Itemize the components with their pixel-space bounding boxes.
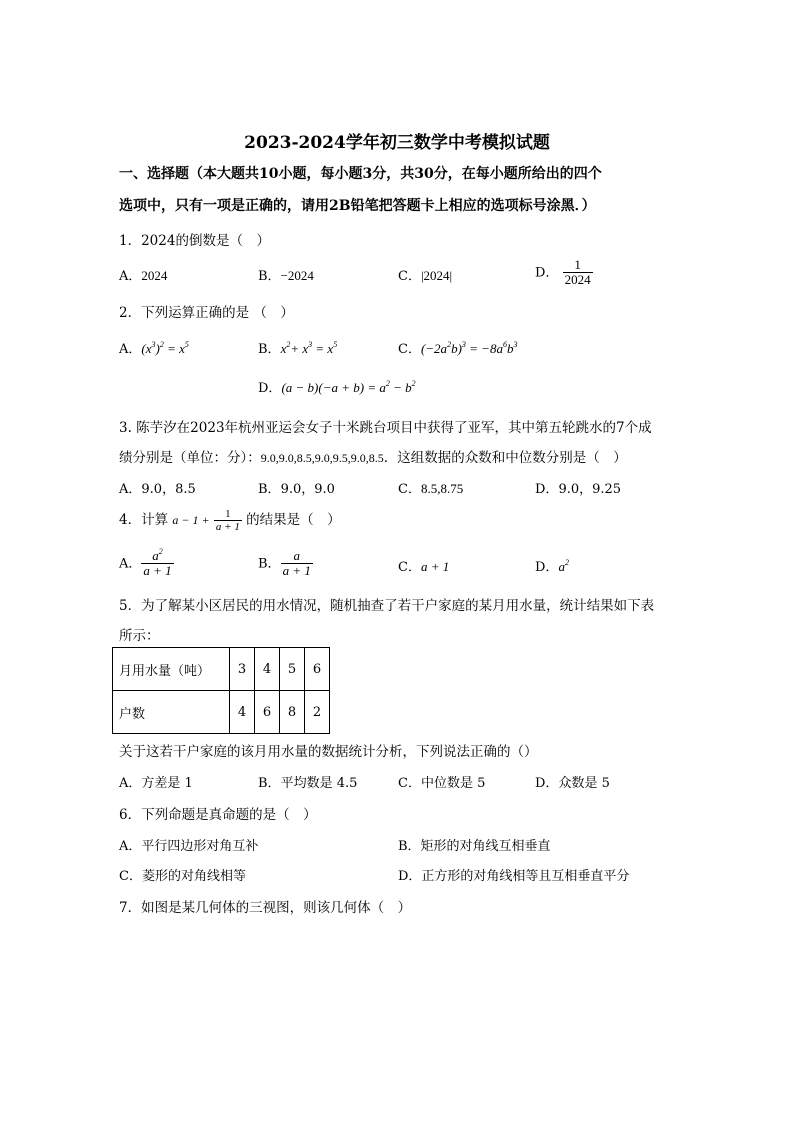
q4-option-d: D．$a^2$ xyxy=(535,558,569,575)
section-heading-line1: 一、选择题（本大题共10小题，每小题3分，共30分，在每小题所给出的四个 xyxy=(119,166,602,182)
q4-option-a: A． $\frac{a^2}{a + 1}$ xyxy=(119,547,172,579)
q5-option-d: D．众数是 5 xyxy=(535,776,610,791)
table-cell: 2 xyxy=(305,691,330,734)
q4-option-b: B． $\frac{a}{a + 1}$ xyxy=(258,548,311,579)
q3-option-c: C．8.5,8.75 xyxy=(398,481,464,497)
table-header-cell: 月用水量（吨） xyxy=(113,648,230,691)
q5-after-table: 关于这若干户家庭的该月用水量的数据统计分析，下列说法正确的（） xyxy=(119,744,538,760)
q1-option-b: B．−2024 xyxy=(258,268,314,284)
q2-stem: 2．下列运算正确的是 （ ） xyxy=(119,305,294,321)
q2-option-d: D．$(a - b)(-a + b) = a^2 - b^2$ xyxy=(258,379,416,396)
q6-option-b: B．矩形的对角线互相垂直 xyxy=(398,839,551,854)
page-title: 2023-2024学年初三数学中考模拟试题 xyxy=(244,133,550,153)
table-row xyxy=(113,648,330,691)
q1-d-fraction: $\frac{1}{2024}$ xyxy=(564,257,591,288)
q5-option-c: C．中位数是 5 xyxy=(398,776,486,791)
table-cell: 6 xyxy=(255,691,280,734)
q6-stem: 6．下列命题是真命题的是（ ） xyxy=(119,807,317,823)
water-usage-table xyxy=(112,647,330,734)
table-cell: 5 xyxy=(280,648,305,691)
q2-option-c: C．$(-2a^2b)^3 = -8a^6b^3$ xyxy=(398,340,518,357)
q5-option-a: A．方差是 1 xyxy=(119,776,193,791)
q1-option-d: D． $\frac{1}{2024}$ xyxy=(535,257,591,288)
q3-option-d: D．9.0，9.25 xyxy=(535,482,622,497)
section-heading-line2: 选项中，只有一项是正确的，请用2B铅笔把答题卡上相应的选项标号涂黑．） xyxy=(119,198,596,214)
table-cell: 8 xyxy=(280,691,305,734)
q2-option-b: B．$x^2+ x^3 = x^5$ xyxy=(258,340,338,357)
table-cell: 4 xyxy=(255,648,280,691)
q3-option-b: B．9.0，9.0 xyxy=(258,482,335,497)
q3-line1: 3. 陈芋汐在2023年杭州亚运会女子十米跳台项目中获得了亚军，其中第五轮跳水的7个成 xyxy=(119,420,652,436)
q7-stem: 7．如图是某几何体的三视图，则该几何体（ ） xyxy=(119,900,412,916)
q4-stem: 4．计算 a − 1 + $\frac{1}{a + 1}$ 的结果是（ ） xyxy=(119,508,341,534)
q5-line2: 所示： xyxy=(119,628,160,644)
q3-option-a: A．9.0，8.5 xyxy=(119,482,196,497)
q5-line1: 5．为了解某小区居民的用水情况，随机抽查了若干户家庭的某月用水量，统计结果如下表 xyxy=(119,598,655,614)
q1-option-c: C．|2024| xyxy=(398,268,453,284)
table-row xyxy=(113,691,330,734)
q3-line2: 绩分别是（单位：分）：9.0,9.0,8.5,9.0,9.5,9.0,8.5．这组数据的众数和中位数分别是（ ） xyxy=(119,450,627,466)
table-cell: 3 xyxy=(230,648,255,691)
table-cell: 4 xyxy=(230,691,255,734)
q6-option-a: A．平行四边形对角互补 xyxy=(119,839,259,854)
q4-option-c: C．a + 1 xyxy=(398,559,450,575)
table-cell: 6 xyxy=(305,648,330,691)
q1-stem: 1．2024的倒数是（ ） xyxy=(119,233,270,249)
table-header-cell: 户数 xyxy=(113,691,230,734)
q5-option-b: B．平均数是 4.5 xyxy=(258,776,358,791)
q6-option-c: C．菱形的对角线相等 xyxy=(119,869,246,884)
q6-option-d: D．正方形的对角线相等且互相垂直平分 xyxy=(398,869,630,884)
q1-option-a: A．2024 xyxy=(119,268,168,284)
q2-option-a: A．$(x^3)^2 = x^5$ xyxy=(119,340,189,357)
